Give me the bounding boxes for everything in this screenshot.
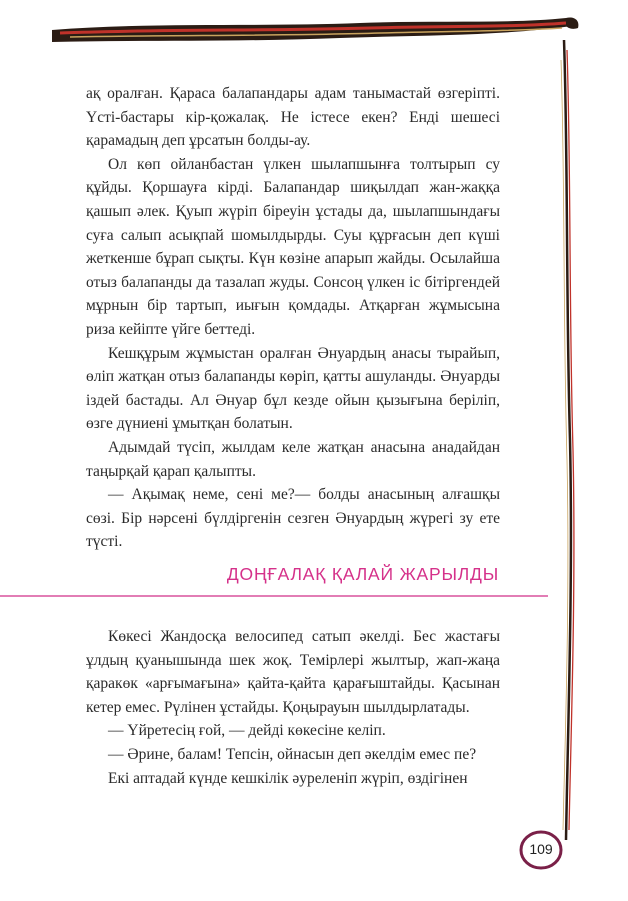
paragraph: Екі аптадай күнде кешкілік әуреленіп жүріп, өздігінен	[108, 769, 468, 787]
paragraph: Кешқұрым жұмыстан оралған Әнуардың анасы тырайып, өліп жатқан отыз балапанды көріп, қатты ашуланды. Әнуарды іздей бастады. Ал Әнуар бұл кезде ойын қызығына беріліп, өзге дүниені ұмытқан болатын.	[86, 344, 500, 433]
paragraph: Адымдай түсіп, жылдам келе жатқан анасына анадайдан таңырқай қарап қалыпты.	[86, 438, 500, 480]
paragraph: Ол көп ойланбастан үлкен шылапшынға толтырып су құйды. Қоршауға кірді. Балапандар шиқылдап жан-жаққа қашып әлек. Қуып жүріп біреуін ұстады да, шылапшындағы суға салып асықпай шомылдырды. Суы құрғасын деп күші жеткенше бұрап сықты. Күн көзіне апарып жайды. Осылайша отыз балапанды да тазалап жуды. Сонсоң үлкен іс бітіргендей мұрнын бір тартып, иығын қомдады. Атқарған жұмысына риза кейіпте үйге беттеді.	[86, 155, 500, 338]
page-number-badge	[518, 826, 564, 872]
paragraph: ақ оралған. Қараса балапандары адам танымастай өзгеріпті. Үсті-бастары кір-қожалақ. Не істесе екен? Енді шешесі қарамадың деп ұрсатын болды-ау.	[86, 85, 500, 150]
section-1-text	[86, 82, 500, 554]
paragraph: — Үйретесің ғой, — дейді көкесіне келіп.	[108, 722, 386, 740]
section-2-text	[86, 625, 500, 790]
title-divider	[0, 595, 548, 597]
top-brush-stroke	[0, 0, 628, 70]
paragraph: — Ақымақ неме, сені ме?— болды анасының алғашқы сөзі. Бір нәрсені бүлдіргенін сезген Әнуардың жүрегі зу ете түсті.	[86, 486, 500, 551]
page-number: 109	[529, 841, 553, 857]
right-brush-stroke	[548, 40, 588, 860]
section-title: ДОҢҒАЛАҚ ҚАЛАЙ ЖАРЫЛДЫ	[226, 564, 499, 584]
paragraph: — Әрине, балам! Тепсін, ойнасын деп әкелдім емес пе?	[108, 745, 477, 763]
paragraph: Көкесі Жандосқа велосипед сатып әкелді. Бес жастағы ұлдың қуанышында шек жоқ. Темірлері жылтыр, жап-жаңа қаракөк «арғымағына» қайта-қайта қарағыштайды. Қасынан кетер емес. Рүлінен ұстайды. Қоңырауын шылдырлатады.	[86, 628, 500, 716]
